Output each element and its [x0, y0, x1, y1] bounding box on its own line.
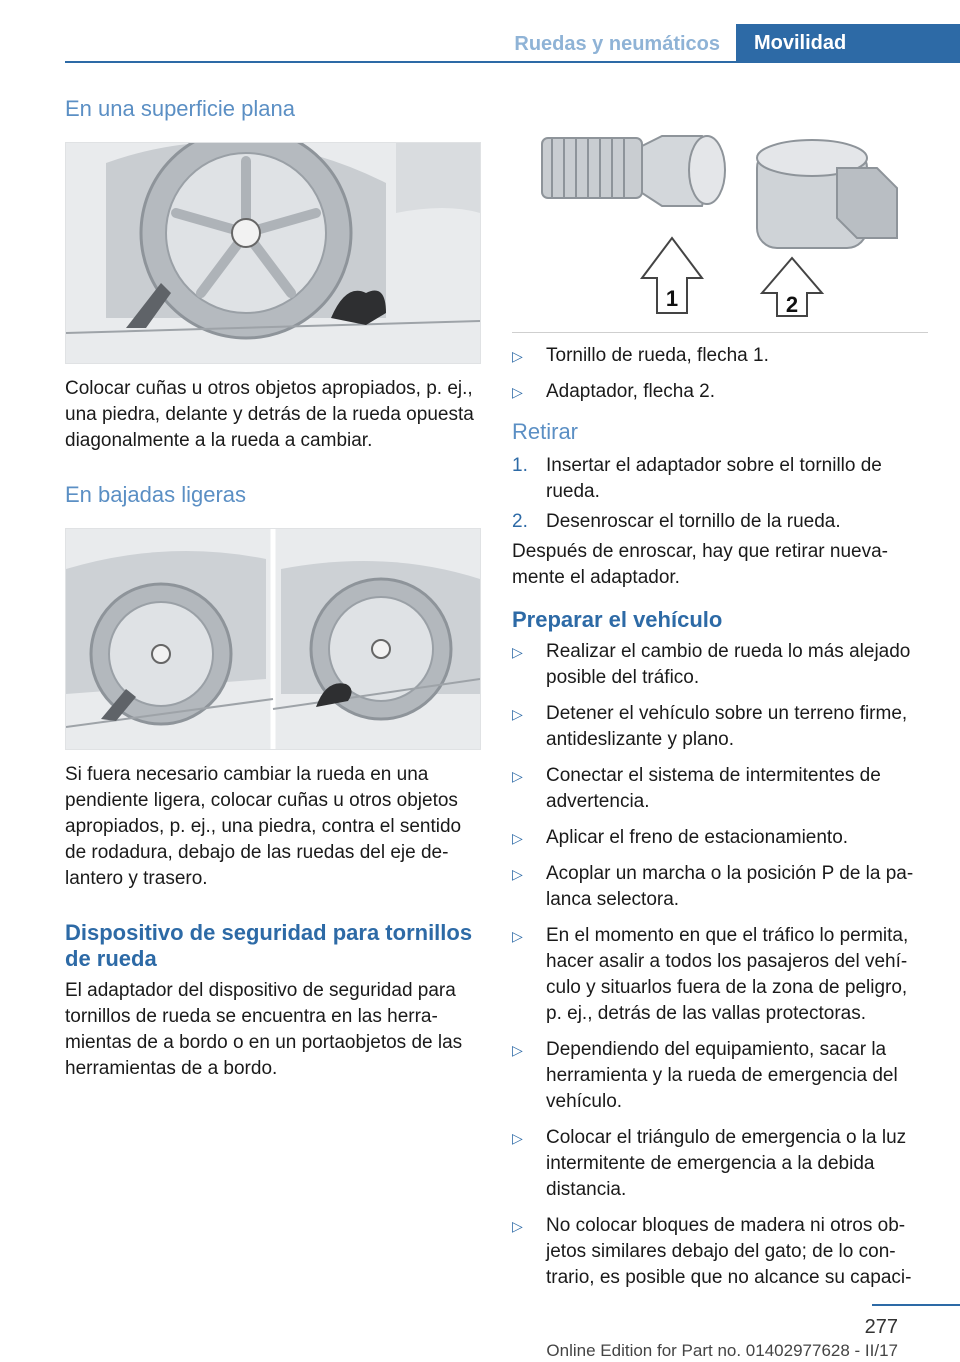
triangle-bullet-icon: ▷ [512, 644, 523, 660]
edition-note: Online Edition for Part no. 01402977628 - II/17 [546, 1341, 898, 1360]
list-item: ▷ Tornillo de rueda, flecha 1. [512, 343, 928, 369]
triangle-bullet-icon: ▷ [512, 768, 523, 784]
triangle-bullet-icon: ▷ [512, 1042, 523, 1058]
list-item: ▷ Colocar el triángulo de emergencia o la luz intermitente de emergencia a la debida distancia. [512, 1127, 907, 1200]
text-slight-slope: Si fuera necesario cambiar la rueda en una pendiente ligera, colocar cuñas u otros objetos apropiados, p. ej., una piedra, contra el sentido de rodadura, debajo de las ruedas del eje delantero y trasero. [65, 764, 462, 889]
header-rule [65, 61, 960, 63]
car-wheel-wedge-illustration [66, 143, 480, 363]
heading-flat-surface: En una superficie plana [65, 96, 295, 121]
triangle-bullet-icon: ▷ [512, 384, 523, 400]
footer-rule [872, 1304, 960, 1306]
heading-slight-slope: En bajadas ligeras [65, 482, 247, 507]
triangle-bullet-icon: ▷ [512, 928, 523, 944]
list-item: ▷ Realizar el cambio de rueda lo más alejado posible del tráfico. [512, 641, 911, 688]
figure-legend-list [512, 343, 928, 405]
running-header-tab: Movilidad [736, 24, 960, 63]
heading-remove: Retirar [512, 419, 579, 444]
triangle-bullet-icon: ▷ [512, 1130, 523, 1146]
text-after-removal: Después de enroscar, hay que retirar nuevamente el adaptador. [512, 541, 888, 588]
right-column [512, 128, 928, 1301]
figure-wheel-bolt-adapter [512, 128, 926, 318]
figure-divider [512, 332, 928, 333]
text-wheel-lock: El adaptador del dispositivo de seguridad para tornillos de rueda se encuentra en las herramientas de a bordo o en un portaobjetos de las herramientas de a bordo. [65, 980, 463, 1079]
arrow-label-2: 2 [785, 292, 799, 317]
list-item: ▷ Acoplar un marcha o la posición P de la palanca selectora. [512, 863, 914, 910]
list-item: ▷ Dependiendo del equipamiento, sacar la herramienta y la rueda de emergencia del vehículo. [512, 1039, 898, 1112]
remove-steps-list [512, 453, 928, 535]
triangle-bullet-icon: ▷ [512, 866, 523, 882]
bolt-adapter-illustration [512, 128, 926, 318]
text-flat-surface: Colocar cuñas u otros objetos apropiados, p. ej., una piedra, delante y detrás de la rueda opuesta diagonalmente a la rueda a cambiar. [65, 378, 474, 451]
list-item: ▷ Adaptador, flecha 2. [512, 379, 928, 405]
running-header-section: Ruedas y neumáticos [514, 33, 720, 55]
heading-prepare-vehicle: Preparar el vehículo [512, 607, 723, 632]
figure-slight-slope [65, 528, 481, 750]
triangle-bullet-icon: ▷ [512, 830, 523, 846]
arrow-label-1: 1 [665, 286, 679, 311]
triangle-bullet-icon: ▷ [512, 348, 523, 364]
figure-flat-surface [65, 142, 481, 364]
triangle-bullet-icon: ▷ [512, 1218, 523, 1234]
prepare-vehicle-list [512, 639, 928, 1291]
slope-wheels-illustration [66, 529, 480, 749]
list-item: 2. Desenroscar el tornillo de la rueda. [512, 511, 841, 532]
triangle-bullet-icon: ▷ [512, 706, 523, 722]
list-item: 1. Insertar el adaptador sobre el tornillo de rueda. [512, 455, 882, 502]
list-item: ▷ En el momento en que el tráfico lo permita, hacer asalir a todos los pasajeros del vehículo y situarlos fuera de la zona de peligro, p. ej., detrás de las vallas protectoras. [512, 925, 909, 1024]
list-item: ▷ No colocar bloques de madera ni otros objetos similares debajo del gato; de lo contrario, es posible que no alcance su capaci- [512, 1215, 912, 1288]
heading-wheel-lock: Dispositivo de seguridad para tornillos de rueda [65, 920, 473, 971]
list-item: ▷ Aplicar el freno de estacionamiento. [512, 825, 928, 851]
list-item: ▷ Detener el vehículo sobre un terreno firme, antideslizante y plano. [512, 703, 908, 750]
list-item: ▷ Conectar el sistema de intermitentes de advertencia. [512, 765, 881, 812]
left-column [65, 96, 481, 1082]
page-number: 277 [864, 1316, 898, 1338]
